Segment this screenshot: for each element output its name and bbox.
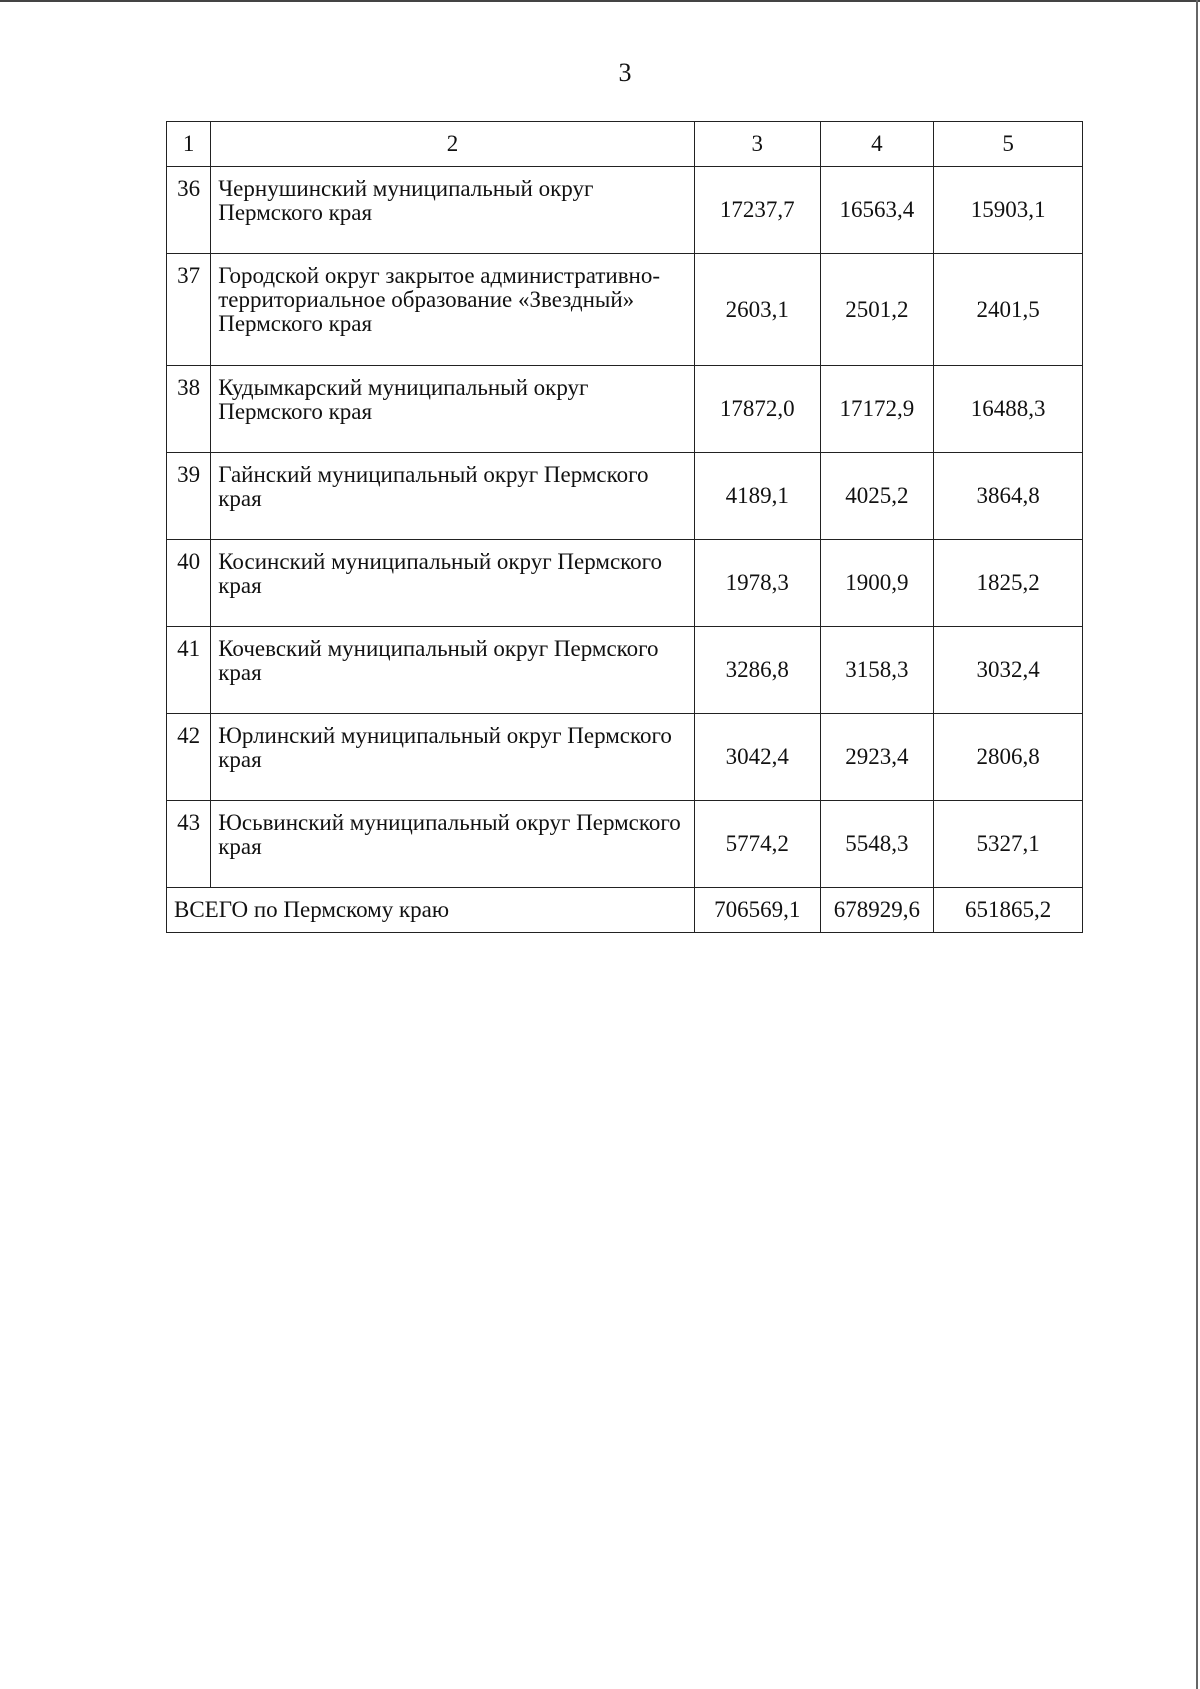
page-edge-top bbox=[0, 0, 1200, 2]
municipality-name: Чернушинский муниципальный округ Пермского края bbox=[211, 167, 695, 254]
value-col-5: 1825,2 bbox=[934, 540, 1083, 627]
value-col-4: 4025,2 bbox=[820, 453, 934, 540]
value-col-4: 5548,3 bbox=[820, 801, 934, 888]
value-col-3: 17237,7 bbox=[694, 167, 820, 254]
value-col-4: 16563,4 bbox=[820, 167, 934, 254]
table-header-row bbox=[167, 122, 1083, 167]
row-number: 40 bbox=[167, 540, 211, 627]
municipality-name: Кудымкарский муниципальный округ Пермского края bbox=[211, 366, 695, 453]
value-col-3: 5774,2 bbox=[694, 801, 820, 888]
value-col-5: 5327,1 bbox=[934, 801, 1083, 888]
page-number: 3 bbox=[618, 58, 632, 87]
header-cell-2: 2 bbox=[211, 122, 695, 167]
value-col-3: 2603,1 bbox=[694, 254, 820, 366]
value-col-5: 15903,1 bbox=[934, 167, 1083, 254]
table-row bbox=[167, 254, 1083, 366]
value-col-3: 17872,0 bbox=[694, 366, 820, 453]
row-number: 39 bbox=[167, 453, 211, 540]
municipality-name: Косинский муниципальный округ Пермского края bbox=[211, 540, 695, 627]
row-number: 41 bbox=[167, 627, 211, 714]
value-col-5: 3864,8 bbox=[934, 453, 1083, 540]
value-col-3: 3042,4 bbox=[694, 714, 820, 801]
table-row bbox=[167, 801, 1083, 888]
value-col-4: 2923,4 bbox=[820, 714, 934, 801]
value-col-5: 16488,3 bbox=[934, 366, 1083, 453]
total-label: ВСЕГО по Пермскому краю bbox=[167, 888, 695, 933]
table-row bbox=[167, 167, 1083, 254]
value-col-4: 1900,9 bbox=[820, 540, 934, 627]
row-number: 42 bbox=[167, 714, 211, 801]
row-number: 38 bbox=[167, 366, 211, 453]
value-col-4: 3158,3 bbox=[820, 627, 934, 714]
value-col-4: 2501,2 bbox=[820, 254, 934, 366]
municipality-name: Юрлинский муниципальный округ Пермского края bbox=[211, 714, 695, 801]
header-cell-5: 5 bbox=[934, 122, 1083, 167]
total-value-col-4: 678929,6 bbox=[820, 888, 934, 933]
table-row bbox=[167, 714, 1083, 801]
table-row bbox=[167, 540, 1083, 627]
municipality-name: Юсьвинский муниципальный округ Пермского края bbox=[211, 801, 695, 888]
data-table bbox=[166, 121, 1083, 933]
header-cell-4: 4 bbox=[820, 122, 934, 167]
total-row bbox=[167, 888, 1083, 933]
value-col-5: 2401,5 bbox=[934, 254, 1083, 366]
row-number: 37 bbox=[167, 254, 211, 366]
table-row bbox=[167, 366, 1083, 453]
value-col-4: 17172,9 bbox=[820, 366, 934, 453]
total-value-col-5: 651865,2 bbox=[934, 888, 1083, 933]
municipality-name: Гайнский муниципальный округ Пермского края bbox=[211, 453, 695, 540]
municipality-name: Городской округ закрытое административно-территориальное образование «Звездный» Пермского края bbox=[211, 254, 695, 366]
row-number: 43 bbox=[167, 801, 211, 888]
table-body bbox=[167, 122, 1083, 933]
municipality-name: Кочевский муниципальный округ Пермского края bbox=[211, 627, 695, 714]
table-row bbox=[167, 453, 1083, 540]
value-col-3: 4189,1 bbox=[694, 453, 820, 540]
value-col-5: 3032,4 bbox=[934, 627, 1083, 714]
header-cell-1: 1 bbox=[167, 122, 211, 167]
value-col-3: 1978,3 bbox=[694, 540, 820, 627]
row-number: 36 bbox=[167, 167, 211, 254]
total-value-col-3: 706569,1 bbox=[694, 888, 820, 933]
table-row bbox=[167, 627, 1083, 714]
header-cell-3: 3 bbox=[694, 122, 820, 167]
value-col-5: 2806,8 bbox=[934, 714, 1083, 801]
page-edge-right bbox=[1196, 0, 1198, 1689]
value-col-3: 3286,8 bbox=[694, 627, 820, 714]
